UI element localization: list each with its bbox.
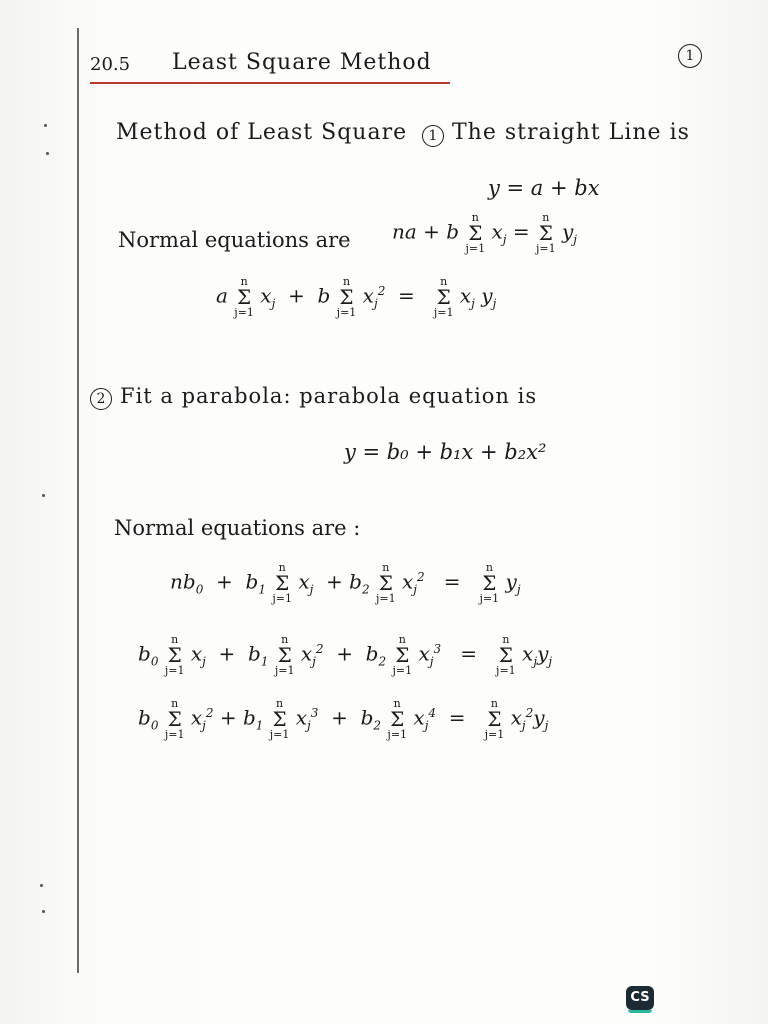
parabola-normal-eq-3: $b_0$ n Σ j=1 $x_j^2 + b_1$ n Σ j=1 $x_j^3 + b_2$ n Σ j=1 $x_j^4 = n$ Σ j=1 $x_j^2y_j$ (138, 697, 549, 741)
paper-speck (42, 910, 45, 913)
parabola-normal-eq-2: $b_0$ n Σ j=1 $x_j + b_1$ n Σ j=1 $x_j^2 + b_2$ n Σ j=1 $x_j^3 = n$ Σ j=1 $x_jy_j$ (138, 633, 553, 677)
page-number: 1 (678, 44, 702, 68)
item-marker-2: 2 (90, 388, 112, 410)
paper-speck (44, 124, 47, 127)
line-normal-eq-2: a n Σ j=1 $x_j + b$ n Σ j=1 $x_j^2 = n$ Σ j=1 $x_j$ $y_j$ (216, 275, 497, 319)
page-title: Least Square Method (172, 50, 432, 75)
parabola-normal-eq-1: $nb_0 + b_1$ n Σ j=1 $x_j + b_2$ n Σ j=1 $x_j^2 = n$ Σ j=1 $y_j$ (170, 561, 521, 605)
line-normal-eq-1: na + b n Σ j=1 $x_j = n$ Σ j=1 $y_j$ (392, 211, 577, 255)
camscanner-badge: CS (626, 986, 654, 1010)
title-underline (90, 82, 450, 84)
method-heading: Method of Least Square (116, 120, 408, 145)
parabola-intro: Fit a parabola: parabola equation is (120, 384, 538, 408)
normal-label-line: Normal equations are (118, 228, 351, 252)
paper-speck (46, 152, 49, 155)
paper-speck (40, 884, 43, 887)
item-marker-1: 1 (422, 125, 444, 147)
margin-line (77, 28, 79, 973)
paper-speck (42, 494, 45, 497)
section-number: 20.5 (90, 54, 131, 75)
line-equation: y = a + bx (488, 176, 600, 200)
parabola-equation: y = b₀ + b₁x + b₂x² (344, 440, 547, 464)
normal-label-parabola: Normal equations are : (114, 516, 361, 540)
line-eq1-text (0, 0, 1, 1)
line-intro: The straight Line is (452, 120, 690, 145)
